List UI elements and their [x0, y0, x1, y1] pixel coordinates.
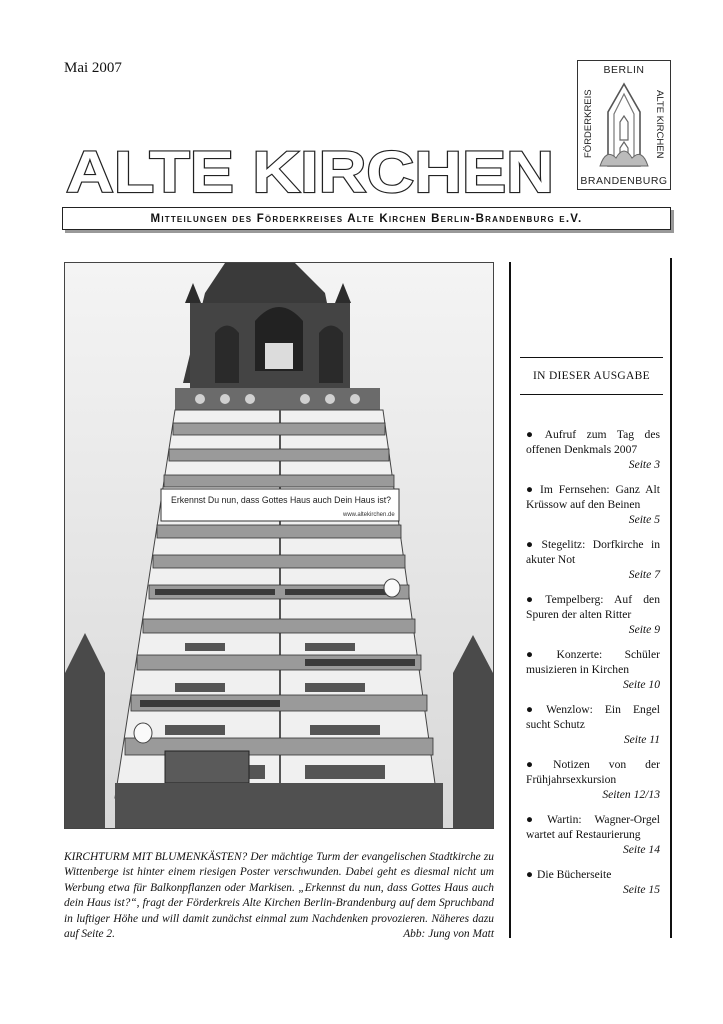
bullet-icon: ●: [526, 868, 534, 881]
toc-item[interactable]: [526, 537, 660, 582]
toc-item-page: Seite 9: [628, 623, 660, 636]
toc-header: IN DIESER AUSGABE: [520, 357, 663, 395]
toc-item-page: Seite 3: [628, 458, 660, 471]
toc-right-rule: [670, 258, 672, 938]
bullet-icon: ●: [526, 813, 544, 826]
toc-item[interactable]: [526, 812, 660, 857]
bullet-icon: ●: [526, 758, 550, 771]
toc-item-text: Konzerte: Schüler musizieren in Kirchen: [526, 648, 660, 676]
bullet-icon: ●: [526, 538, 538, 551]
toc-item-page: Seite 11: [623, 733, 660, 746]
toc-item[interactable]: [526, 592, 660, 637]
toc-item-text: Tempelberg: Auf den Spuren der alten Ritter: [526, 593, 660, 621]
toc-item[interactable]: [526, 482, 660, 527]
toc-item[interactable]: [526, 427, 660, 472]
toc-item-page: Seite 7: [628, 568, 660, 581]
toc-item-page: Seite 14: [622, 843, 660, 856]
toc-item-page: Seite 5: [628, 513, 660, 526]
toc-item-page: Seite 15: [622, 883, 660, 896]
toc-item-page: Seite 10: [622, 678, 660, 691]
seal-top-text: BERLIN: [603, 64, 645, 76]
bullet-icon: ●: [526, 593, 542, 606]
toc-item[interactable]: [526, 647, 660, 692]
photo-caption: [64, 850, 494, 942]
banner-url: www.altekirchen.de: [343, 512, 395, 518]
toc-item[interactable]: [526, 867, 660, 897]
caption-text: KIRCHTURM MIT BLUMENKÄSTEN? Der mächtige Turm der evangelischen Stadtkirche zu Wittenberge ist hinter einem riesigen Poster verschwunden. Dabei geht es diesmal nicht um Werbung etwa für Balkonpflanzen oder Markisen. „Erkennst du nun, dass Gottes Haus auch dein Haus ist?“, fragt der Förderkreis Alte Kirchen Berlin-Brandenburg auf dem Spruchband in luftiger Höhe und will damit zunächst einmal zum Nachdenken provozieren. Näheres dazu auf Seite 2.: [64, 851, 494, 941]
toc-item-text: Die Bücherseite: [537, 868, 612, 881]
column-divider: [509, 262, 511, 938]
issue-date: Mai 2007: [64, 60, 122, 76]
bullet-icon: ●: [526, 703, 543, 716]
toc-item-text: Notizen von der Frühjahrsexkursion: [526, 758, 660, 786]
masthead-title-text: ALTE KIRCHEN: [66, 142, 554, 202]
toc-item-text: Im Fernsehen: Ganz Alt Krüssow auf den Beinen: [526, 483, 660, 511]
toc-item-text: Stegelitz: Dorfkirche in akuter Not: [526, 538, 660, 566]
toc-item[interactable]: [526, 702, 660, 747]
seal-left-text: FÖRDERKREIS: [583, 89, 594, 159]
toc-item[interactable]: [526, 757, 660, 802]
seal-bottom-text: BRANDENBURG: [580, 175, 668, 187]
masthead-subtitle: Mitteilungen des Förderkreises Alte Kirchen Berlin-Brandenburg e.V.: [62, 207, 671, 230]
church-tower-illustration: [65, 263, 493, 828]
toc-item-text: Aufruf zum Tag des offenen Denkmals 2007: [526, 428, 660, 456]
table-of-contents: [526, 427, 660, 907]
association-seal: [577, 60, 671, 190]
church-icon: [598, 78, 650, 172]
cover-photo: [64, 262, 494, 829]
toc-item-text: Wenzlow: Ein Engel sucht Schutz: [526, 703, 660, 731]
seal-right-text: ALTE KIRCHEN: [654, 89, 665, 159]
banner-text: Erkennst Du nun, dass Gottes Haus auch Dein Haus ist?: [171, 495, 391, 505]
bullet-icon: ●: [526, 648, 553, 661]
toc-item-page: Seiten 12/13: [602, 788, 660, 801]
photo-credit: Abb: Jung von Matt: [403, 928, 494, 941]
bullet-icon: ●: [526, 483, 536, 496]
toc-item-text: Wartin: Wagner-Orgel wartet auf Restaurierung: [526, 813, 660, 841]
masthead-title: [62, 142, 562, 202]
bullet-icon: ●: [526, 428, 541, 441]
